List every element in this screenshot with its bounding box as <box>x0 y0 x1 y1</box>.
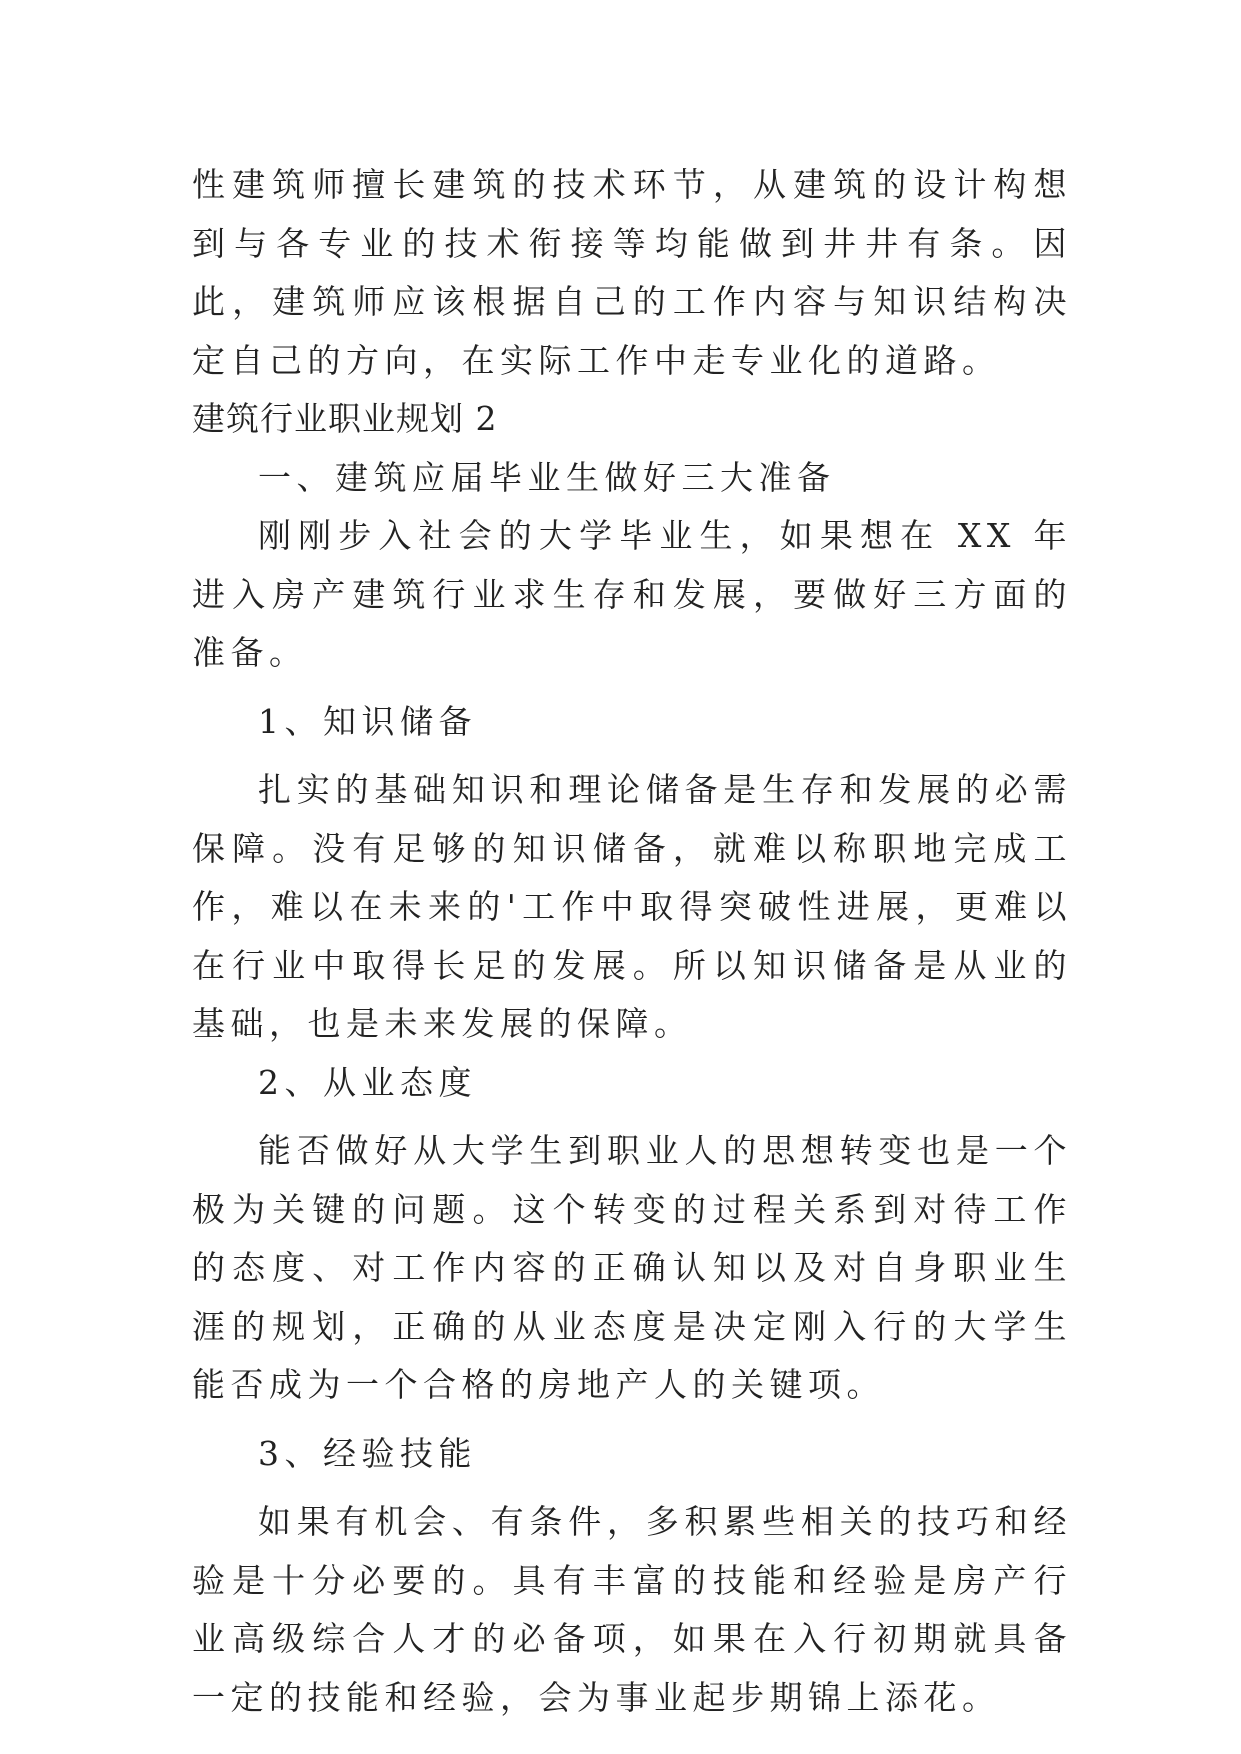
item-heading-attitude: 2、从业态度 <box>258 1062 477 1102</box>
paragraph-intro-graduates: 刚刚步入社会的大学毕业生，如果想在 XX 年进入房产建筑行业求生存和发展，要做好三方面的准备。 <box>192 516 1072 672</box>
section-heading-three-preparations: 一、建筑应届毕业生做好三大准备 <box>258 457 836 497</box>
document-title: 建筑行业职业规划 2 <box>192 399 498 438</box>
item-heading-knowledge: 1、知识储备 <box>258 701 477 741</box>
paragraph-attitude: 能否做好从大学生到职业人的思想转变也是一个极为关键的问题。这个转变的过程关系到对待工作的态度、对工作内容的正确认知以及对自身职业生涯的规划，正确的从业态度是决定刚入行的大学生能否成为一个合格的房地产人的关键项。 <box>192 1131 1072 1404</box>
paragraph-experience: 如果有机会、有条件，多积累些相关的技巧和经验是十分必要的。具有丰富的技能和经验是房产行业高级综合人才的必备项，如果在入行初期就具备一定的技能和经验，会为事业起步期锦上添花。 <box>192 1502 1072 1717</box>
paragraph-architect-specialization: 性建筑师擅长建筑的技术环节，从建筑的设计构想到与各专业的技术衔接等均能做到井井有条。因此，建筑师应该根据自己的工作内容与知识结构决定自己的方向，在实际工作中走专业化的道路。 <box>192 165 1072 380</box>
document-body <box>192 156 1072 1727</box>
item-heading-experience: 3、经验技能 <box>258 1433 477 1473</box>
paragraph-knowledge: 扎实的基础知识和理论储备是生存和发展的必需保障。没有足够的知识储备，就难以称职地完成工作，难以在未来的'工作中取得突破性进展，更难以在行业中取得长足的发展。所以知识储备是从业的基础，也是未来发展的保障。 <box>192 770 1072 1043</box>
